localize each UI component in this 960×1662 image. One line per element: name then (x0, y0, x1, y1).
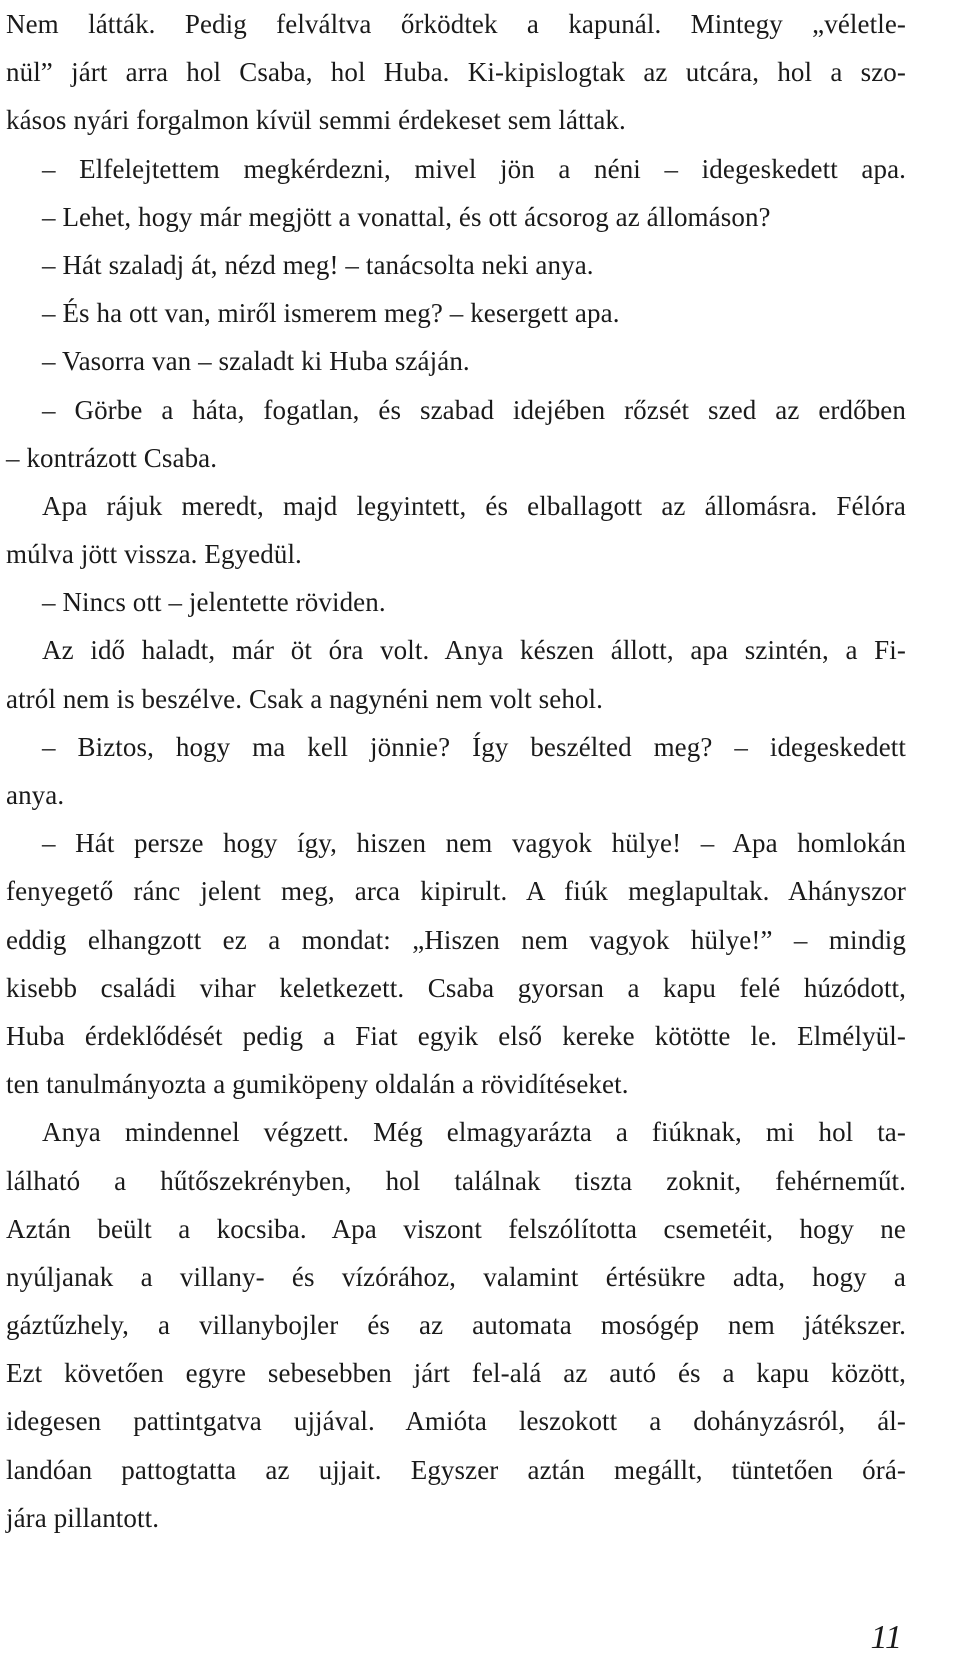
page-number: 11 (870, 1619, 902, 1656)
text-line: múlva jött vissza. Egyedül. (6, 539, 302, 570)
text-line: – Biztos, hogy ma kell jönnie? Így beszélted meg? – idegeskedett (42, 731, 906, 762)
text-line: ten tanulmányozta a gumiköpeny oldalán a rövidítéseket. (6, 1069, 629, 1100)
text-line: – Hát szaladj át, nézd meg! – tanácsolta neki anya. (42, 249, 594, 280)
text-line: lálható a hűtőszekrényben, hol találnak tiszta zoknit, fehérneműt. (6, 1165, 906, 1196)
text-line: Huba érdeklődését pedig a Fiat egyik első kereke kötötte le. Elmélyül- (6, 1020, 906, 1051)
text-line: idegesen pattintgatva ujjával. Amióta leszokott a dohányzásról, ál- (6, 1406, 906, 1437)
text-line: – És ha ott van, miről ismerem meg? – kesergett apa. (42, 298, 620, 329)
text-line: – Elfelejtettem megkérdezni, mivel jön a néni – idegeskedett apa. (42, 153, 906, 184)
text-line: fenyegető ránc jelent meg, arca kipirult. A fiúk meglapultak. Ahányszor (6, 876, 906, 907)
text-line: Aztán beült a kocsiba. Apa viszont felszólította csemetéit, hogy ne (6, 1213, 906, 1244)
text-line: – Hát persze hogy így, hiszen nem vagyok hülye! – Apa homlokán (42, 828, 906, 859)
text-line: jára pillantott. (6, 1502, 160, 1533)
text-line: – Vasorra van – szaladt ki Huba száján. (42, 346, 470, 377)
text-line: nül” járt arra hol Csaba, hol Huba. Ki-kipislogtak az utcára, hol a szo- (6, 57, 906, 88)
text-line: Anya mindennel végzett. Még elmagyarázta a fiúknak, mi hol ta- (42, 1117, 906, 1148)
text-line: eddig elhangzott ez a mondat: „Hiszen nem vagyok hülye!” – mindig (6, 924, 906, 955)
text-line: landóan pattogtatta az ujjait. Egyszer aztán megállt, tüntetően órá- (6, 1454, 906, 1485)
text-line: Apa rájuk meredt, majd legyintett, és elballagott az állomásra. Félóra (42, 490, 906, 521)
text-line: atról nem is beszélve. Csak a nagynéni nem volt sehol. (6, 683, 604, 714)
body-text (6, 0, 906, 1542)
text-line: Az idő haladt, már öt óra volt. Anya készen állott, apa szintén, a Fi- (42, 635, 906, 666)
text-line: – Görbe a háta, fogatlan, és szabad idejében rőzsét szed az erdőben (42, 394, 906, 425)
text-line: – Nincs ott – jelentette röviden. (42, 587, 386, 618)
text-line: – Lehet, hogy már megjött a vonattal, és ott ácsorog az állomáson? (42, 201, 771, 232)
text-line: anya. (6, 780, 65, 810)
text-line: Ezt követően egyre sebesebben járt fel-alá az autó és a kapu között, (6, 1358, 906, 1389)
text-line: nyúljanak a villany- és vízórához, valamint értésükre adta, hogy a (6, 1261, 906, 1292)
text-line: gáztűzhely, a villanybojler és az automata mosógép nem játékszer. (6, 1310, 906, 1341)
text-line: Nem látták. Pedig felváltva őrködtek a kapunál. Mintegy „véletle- (6, 9, 906, 39)
text-line: kásos nyári forgalmon kívül semmi érdekeset sem láttak. (6, 105, 626, 136)
text-line: – kontrázott Csaba. (6, 442, 218, 473)
text-line: kisebb családi vihar keletkezett. Csaba gyorsan a kapu felé húzódott, (6, 972, 906, 1003)
